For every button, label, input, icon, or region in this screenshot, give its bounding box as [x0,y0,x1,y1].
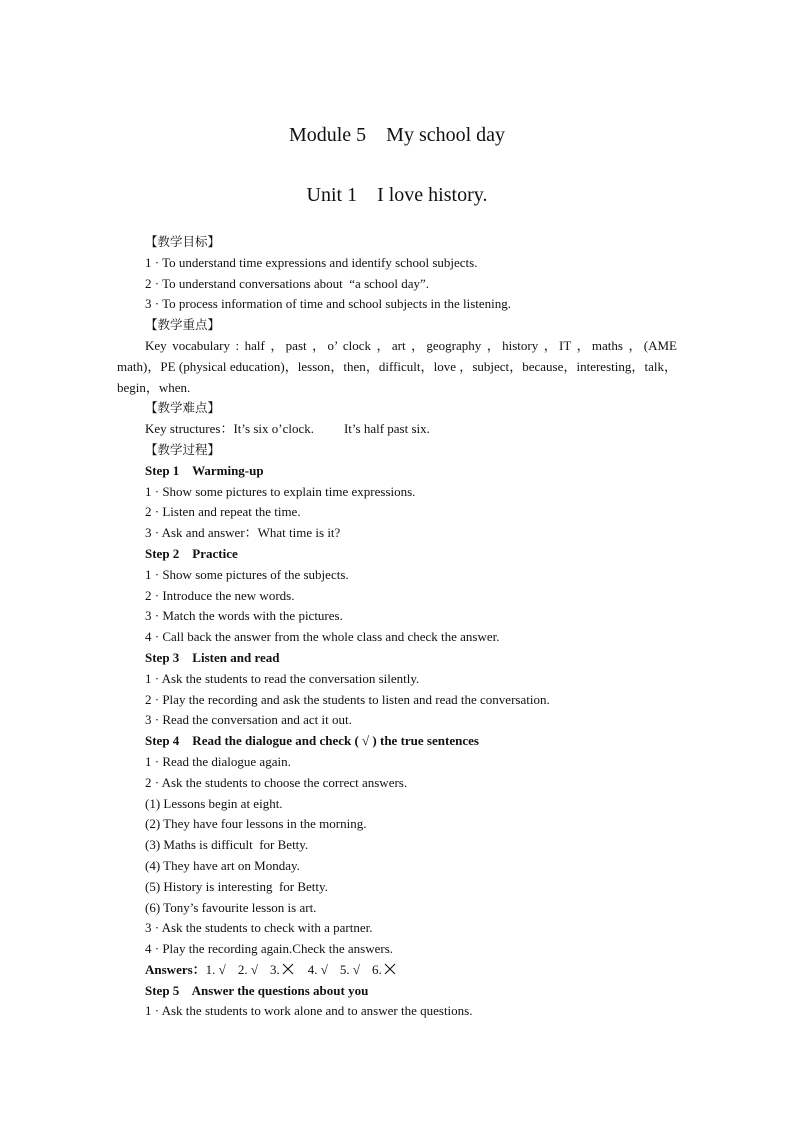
answer-3: 3. [269,961,280,977]
objective-item: 1 · To understand time expressions and identify school subjects. [145,254,478,270]
step-item: 3 · Read the conversation and act it out. [145,712,352,728]
statement-item: (4) They have art on Monday. [145,857,300,873]
step-item: 4 · Call back the answer from the whole class and check the answer. [145,629,500,645]
statement-item: (5) History is interesting for Betty. [145,878,328,894]
module-title: Module 5 My school day [288,124,506,146]
key-structures-line [117,419,677,440]
step-item: 3 · Ask the students to check with a partner. [145,920,373,936]
answer-1: 1. √ [205,961,226,977]
objective-item: 3 · To process information of time and school subjects in the listening. [145,296,512,312]
step-item: 1 · Ask the students to work alone and to answer the questions. [145,1003,473,1019]
answers-label: Answers： [145,961,206,977]
step-item: 2 · Play the recording and ask the students to listen and read the conversation. [145,691,550,707]
step-title: Step 5 Answer the questions about you [145,982,369,998]
cross-mark-icon [282,963,294,975]
answer-2: 2. √ [237,961,258,977]
answer-6: 6. [371,961,382,977]
key-structures-label: Key structures： [145,421,234,437]
key-structure-2: It’s half past six. [343,421,430,437]
step-item: 3 · Ask and answer：What time is it? [145,525,341,541]
answers-line [117,960,677,981]
step-title: Step 1 Warming-up [145,462,264,478]
objective-item: 2 · To understand conversations about “a school day”. [145,275,430,291]
statement-item: (6) Tony’s favourite lesson is art. [145,899,317,915]
unit-title: Unit 1 I love history. [306,184,488,206]
statement-item: (2) They have four lessons in the morning. [145,816,367,832]
statement-item: (1) Lessons begin at eight. [145,795,283,811]
statement-item: (3) Maths is difficult for Betty. [145,837,309,853]
step-item: 1 · Ask the students to read the conversation silently. [145,670,420,686]
objectives-heading: 【教学目标】 [145,234,221,249]
cross-mark-icon [384,963,396,975]
lesson-plan-body [117,232,677,1022]
step-item: 1 · Read the dialogue again. [145,753,291,769]
step-title: Step 2 Practice [145,545,238,561]
process-heading: 【教学过程】 [145,441,221,457]
key-points-heading: 【教学重点】 [145,317,221,333]
answer-5: 5. √ [339,961,360,977]
step-title: Step 3 Listen and read [145,649,280,665]
key-vocabulary-paragraph: Key vocabulary : half ，past ，o’ clock ，art ，geography ，history ，IT ，maths ，(AME math)，PE (physical education)，lesson，then，difficult，love ，subject，because，interesting，talk，begin，when. [117,337,677,395]
step-item: 4 · Play the recording again.Check the answers. [145,941,394,957]
step-item: 2 · Introduce the new words. [145,587,295,603]
key-structure-1: It’s six o’clock. [233,421,314,437]
step-item: 1 · Show some pictures of the subjects. [145,566,349,582]
step-item: 1 · Show some pictures to explain time expressions. [145,483,416,499]
step-item: 2 · Listen and repeat the time. [145,504,301,520]
step-title: Step 4 Read the dialogue and check ( √ ) the true sentences [145,733,479,749]
step-item: 3 · Match the words with the pictures. [145,608,343,624]
difficulties-heading: 【教学难点】 [145,400,221,416]
step-item: 2 · Ask the students to choose the correct answers. [145,774,408,790]
answer-4: 4. √ [307,961,328,977]
